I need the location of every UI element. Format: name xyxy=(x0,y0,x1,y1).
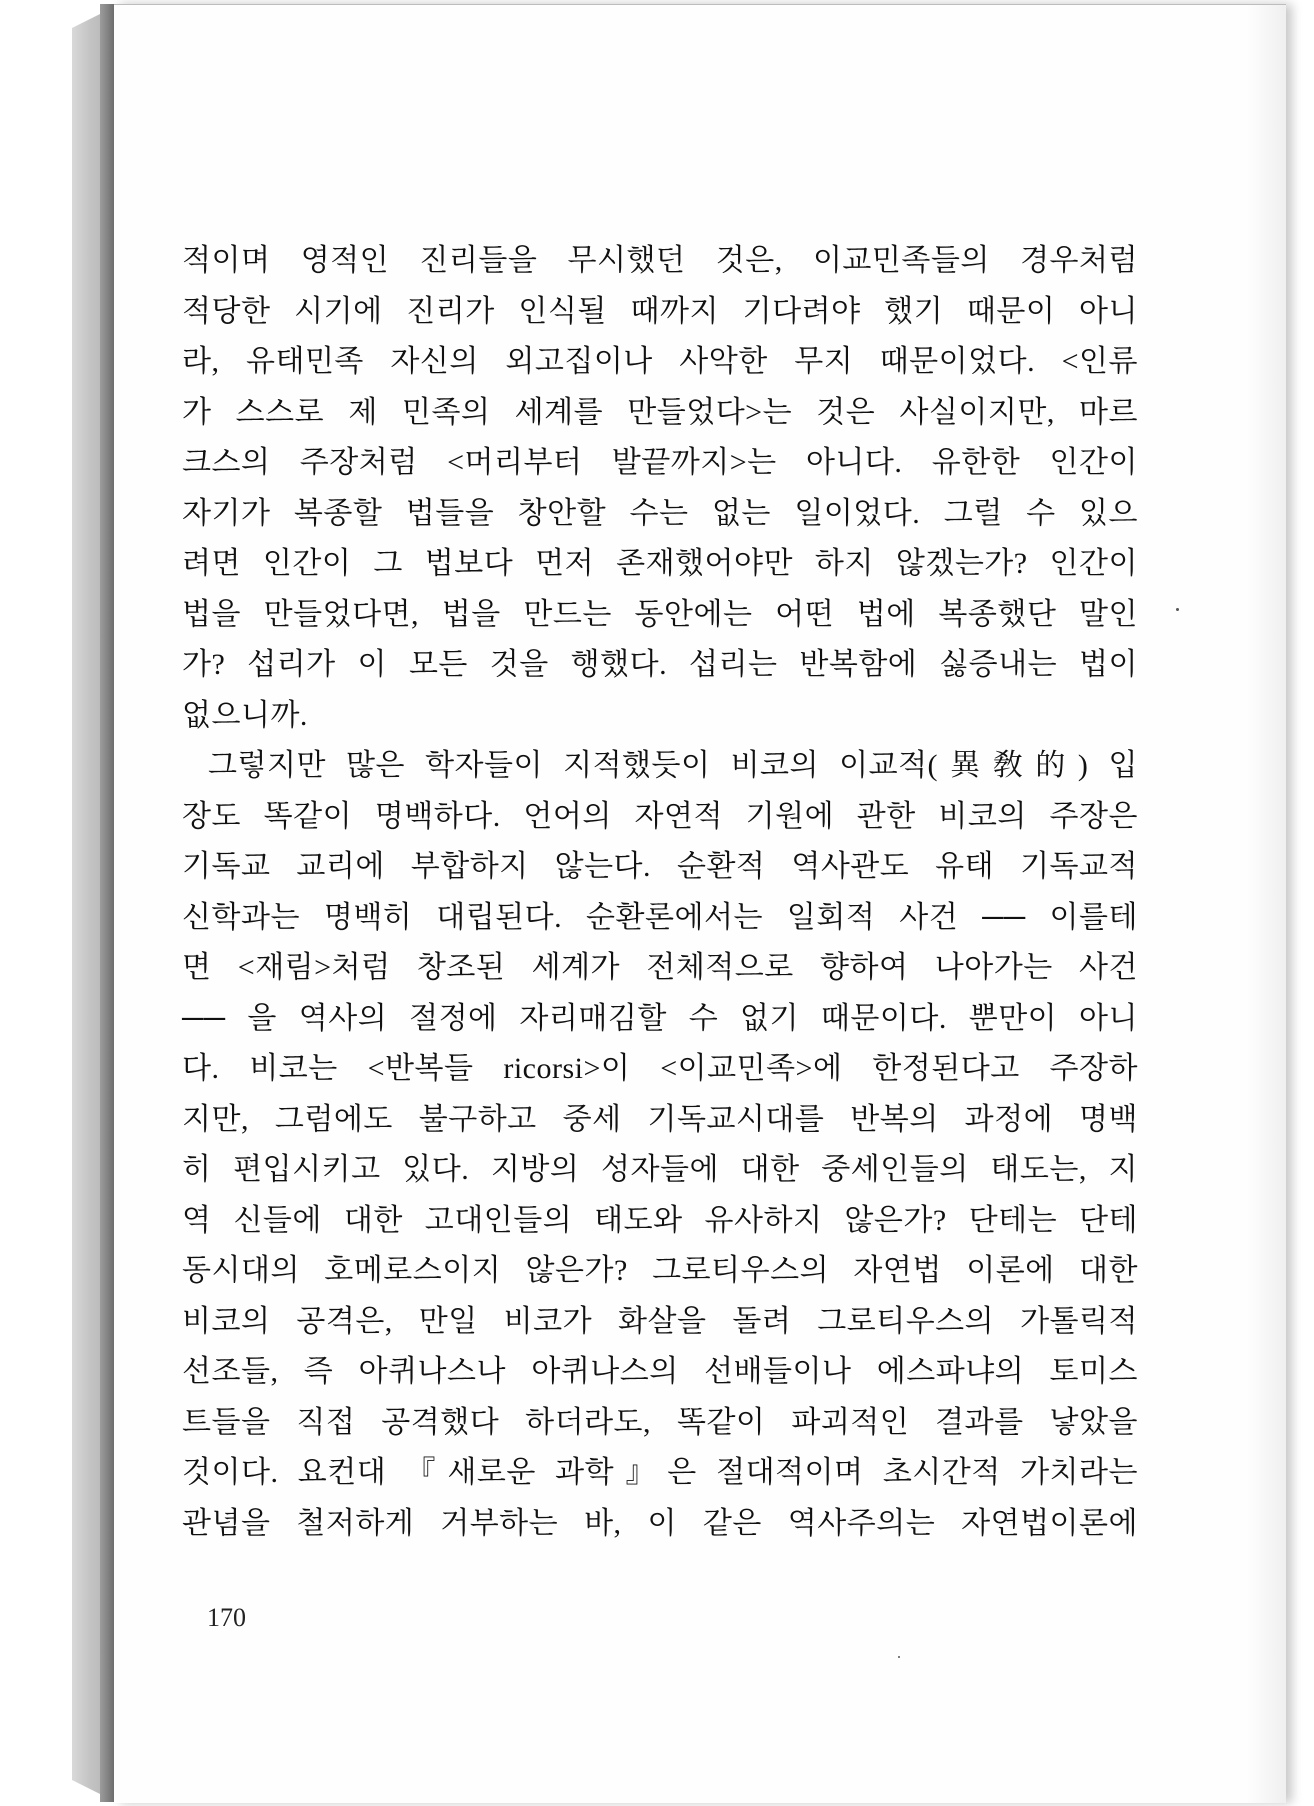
text-line: 비코의 공격은, 만일 비코가 화살을 돌려 그로티우스의 가톨릭적 xyxy=(182,1304,1138,1338)
text-line: 가? 섭리가 이 모든 것을 행했다. 섭리는 반복함에 싫증내는 법이 xyxy=(182,648,1138,681)
page-edge-shade xyxy=(1246,5,1286,1803)
text-line: ── 을 역사의 절정에 자리매김할 수 없기 때문이다. 뿐만이 아니 xyxy=(182,1001,1138,1035)
text-line: 기독교 교리에 부합하지 않는다. 순환적 역사관도 유태 기독교적 xyxy=(182,850,1138,883)
paragraph-1 xyxy=(182,236,1138,741)
paragraph-2 xyxy=(182,741,1138,1549)
book-spine-edge xyxy=(100,4,114,1802)
text-line: 다. 비코는 <반복들 ricorsi>이 <이교민족>에 한정된다고 주장하 xyxy=(182,1052,1138,1085)
text-line: 가 스스로 제 민족의 세계를 만들었다>는 것은 사실이지만, 마르 xyxy=(182,395,1138,429)
scan-speck xyxy=(898,1656,900,1658)
text-line: 면 <재림>처럼 창조된 세계가 전체적으로 향하여 나아가는 사건 xyxy=(182,951,1138,984)
text-line: 적당한 시기에 진리가 인식될 때까지 기다려야 했기 때문이 아니 xyxy=(182,294,1138,328)
text-line: 히 편입시키고 있다. 지방의 성자들에 대한 중세인들의 태도는, 지 xyxy=(182,1153,1138,1186)
text-line: 것이다. 요컨대 『새로운 과학』은 절대적이며 초시간적 가치라는 xyxy=(182,1456,1138,1489)
text-line: 신학과는 명백히 대립된다. 순환론에서는 일회적 사건 ── 이를테 xyxy=(182,900,1138,934)
text-line: 지만, 그럼에도 불구하고 중세 기독교시대를 반복의 과정에 명백 xyxy=(182,1102,1138,1136)
text-line: 법을 만들었다면, 법을 만드는 동안에는 어떤 법에 복종했단 말인 xyxy=(182,597,1138,631)
text-line: 선조들, 즉 아퀴나스나 아퀴나스의 선배들이나 에스파냐의 토미스 xyxy=(182,1355,1138,1388)
text-line: 적이며 영적인 진리들을 무시했던 것은, 이교민족들의 경우처럼 xyxy=(182,244,1138,277)
text-line: 라, 유태민족 자신의 외고집이나 사악한 무지 때문이었다. <인류 xyxy=(182,345,1138,378)
text-line: 려면 인간이 그 법보다 먼저 존재했어야만 하지 않겠는가? 인간이 xyxy=(182,547,1138,580)
text-line: 장도 똑같이 명백하다. 언어의 자연적 기원에 관한 비코의 주장은 xyxy=(182,799,1138,833)
body-text xyxy=(182,236,1138,1549)
text-line: 관념을 철저하게 거부하는 바, 이 같은 역사주의는 자연법이론에 xyxy=(182,1506,1138,1540)
text-line: 크스의 주장처럼 <머리부터 발끝까지>는 아니다. 유한한 인간이 xyxy=(182,446,1138,479)
text-line: 동시대의 호메로스이지 않은가? 그로티우스의 자연법 이론에 대한 xyxy=(182,1254,1138,1287)
text-line: 없으니까. xyxy=(182,698,308,732)
scan-speck xyxy=(1176,608,1179,611)
text-line: 자기가 복종할 법들을 창안할 수는 없는 일이었다. 그럴 수 있으 xyxy=(182,496,1138,530)
text-line: 그렇지만 많은 학자들이 지적했듯이 비코의 이교적(異敎的) 입 xyxy=(208,749,1138,782)
text-line: 트들을 직접 공격했다 하더라도, 똑같이 파괴적인 결과를 낳았을 xyxy=(182,1405,1138,1439)
page-number: 170 xyxy=(207,1603,246,1632)
text-line: 역 신들에 대한 고대인들의 태도와 유사하지 않은가? 단테는 단테 xyxy=(182,1203,1138,1237)
